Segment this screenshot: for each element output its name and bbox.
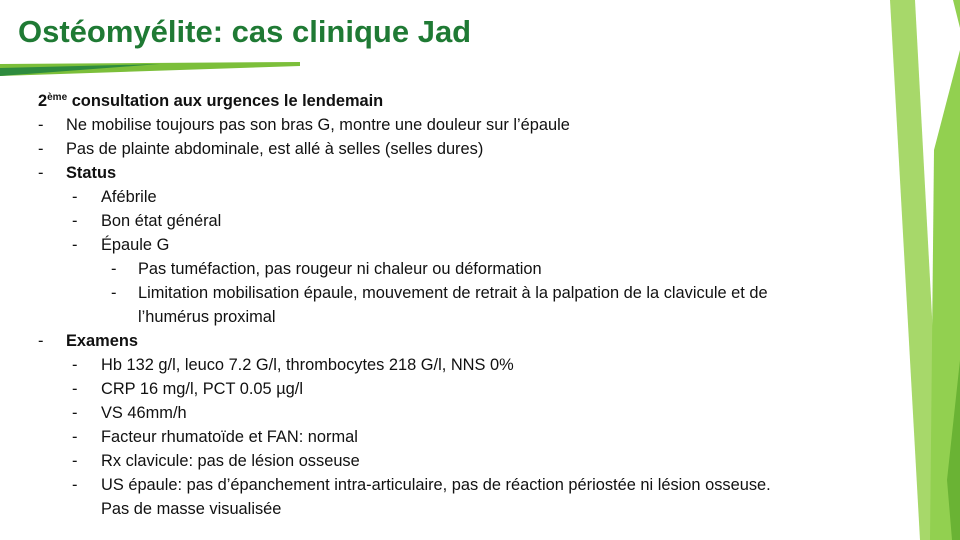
item-mobility: Ne mobilise toujours pas son bras G, montre une douleur sur l’épaule — [66, 116, 570, 134]
list-item — [38, 401, 868, 425]
list-item — [38, 425, 868, 449]
list-item — [38, 281, 868, 305]
title-underline — [0, 62, 300, 76]
list-item — [38, 161, 868, 185]
list-item — [38, 257, 868, 281]
item-xray: Rx clavicule: pas de lésion osseuse — [101, 452, 360, 470]
item-exams: Examens — [66, 332, 138, 350]
list-item — [38, 113, 868, 137]
item-rheumatoid: Facteur rhumatoïde et FAN: normal — [101, 428, 358, 446]
slide-content — [38, 89, 868, 521]
item-limitation: Limitation mobilisation épaule, mouvement de retrait à la palpation de la clavicule et de — [138, 284, 768, 302]
bullet-dash: - — [111, 260, 117, 278]
slide-title: Ostéomyélite: cas clinique Jad — [18, 14, 472, 49]
item-no-swelling: Pas tuméfaction, pas rougeur ni chaleur ou déformation — [138, 260, 542, 278]
item-crp: CRP 16 mg/l, PCT 0.05 µg/l — [101, 380, 303, 398]
item-abdominal: Pas de plainte abdominale, est allé à selles (selles dures) — [66, 140, 484, 158]
bullet-dash: - — [72, 188, 78, 206]
bullet-dash: - — [111, 284, 117, 302]
list-item — [38, 377, 868, 401]
item-blood-count: Hb 132 g/l, leuco 7.2 G/l, thrombocytes 218 G/l, NNS 0% — [101, 356, 514, 374]
list-item — [38, 449, 868, 473]
bullet-dash: - — [38, 332, 44, 350]
item-shoulder: Épaule G — [101, 236, 170, 254]
list-item — [38, 233, 868, 257]
decorative-green-stripes — [860, 0, 960, 540]
item-afebrile: Afébrile — [101, 188, 157, 206]
bullet-dash: - — [72, 404, 78, 422]
list-item — [38, 137, 868, 161]
item-general-state: Bon état général — [101, 212, 222, 230]
heading-ordinal: 2 — [38, 92, 48, 110]
item-status: Status — [66, 164, 117, 182]
consultation-heading — [38, 89, 868, 113]
list-item — [38, 185, 868, 209]
list-item — [38, 329, 868, 353]
item-vs: VS 46mm/h — [101, 404, 187, 422]
bullet-dash: - — [72, 428, 78, 446]
heading-ordinal-suffix: ème — [47, 92, 68, 103]
bullet-dash: - — [38, 116, 44, 134]
bullet-dash: - — [72, 380, 78, 398]
bullet-dash: - — [38, 164, 44, 182]
bullet-dash: - — [72, 236, 78, 254]
list-item — [38, 209, 868, 233]
heading-text: consultation aux urgences le lendemain — [67, 92, 384, 110]
item-ultrasound-continued: Pas de masse visualisée — [101, 500, 282, 518]
item-limitation-continued: l’humérus proximal — [138, 308, 276, 326]
list-item — [38, 353, 868, 377]
bullet-dash: - — [72, 476, 78, 494]
bullet-dash: - — [72, 452, 78, 470]
item-ultrasound: US épaule: pas d’épanchement intra-articulaire, pas de réaction périostée ni lésion osseuse. — [101, 476, 771, 494]
list-item — [38, 473, 868, 497]
bullet-dash: - — [72, 212, 78, 230]
bullet-dash: - — [72, 356, 78, 374]
bullet-dash: - — [38, 140, 44, 158]
